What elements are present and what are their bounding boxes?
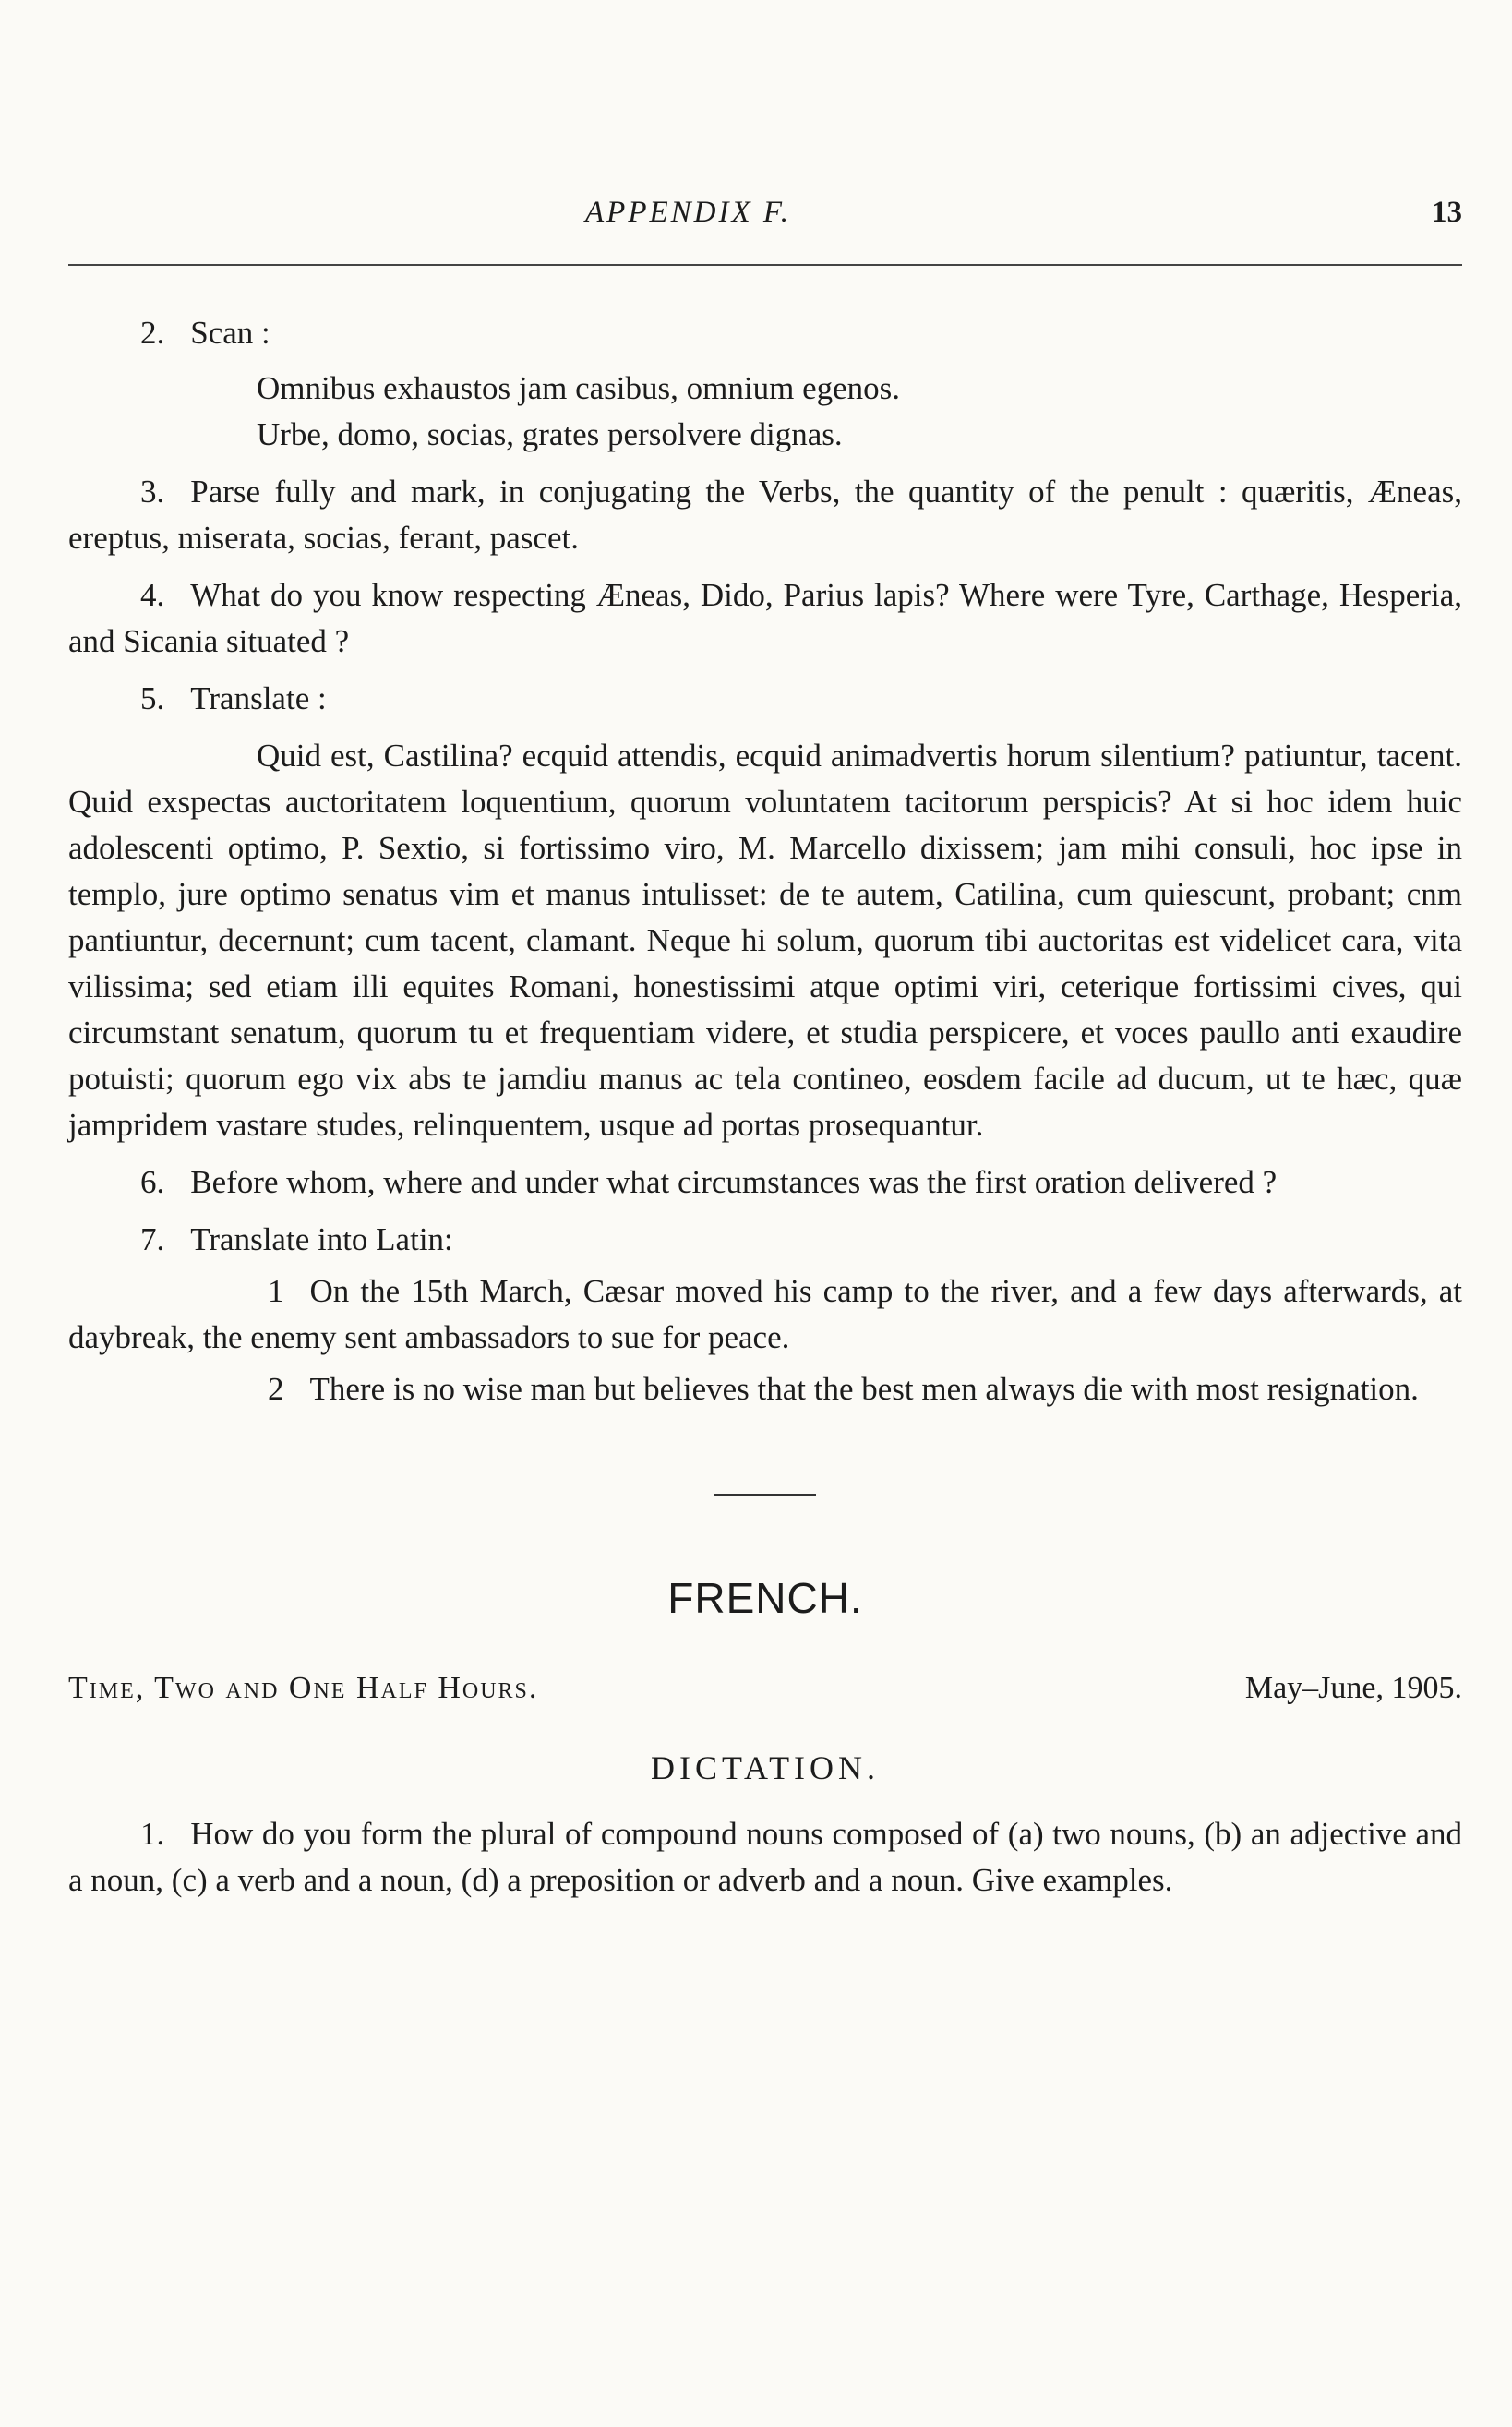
question-number: 5. <box>140 680 165 716</box>
question-5 <box>140 676 1462 722</box>
question-text: Parse fully and mark, in conjugating the Verbs, the quantity of the penult : quæritis, Æneas, ereptus, miserata, socias, ferant, pascet. <box>68 474 1462 556</box>
item-text: On the 15th March, Cæsar moved his camp to the river, and a few days afterwards, at daybreak, the enemy sent ambassadors to sue for peace. <box>68 1273 1462 1355</box>
exam-info-row <box>68 1665 1462 1712</box>
translation-item <box>68 1268 1462 1361</box>
section-title: FRENCH. <box>667 1574 863 1622</box>
item-text: There is no wise man but believes that the best men always die with most resignation. <box>309 1371 1419 1407</box>
question-text: How do you form the plural of compound nouns composed of (a) two nouns, (b) an adjective and a noun, (c) a verb and a noun, (d) a preposition or adverb and a noun. Give examples. <box>68 1816 1462 1898</box>
question-4 <box>68 572 1462 665</box>
question-number: 6. <box>140 1164 165 1200</box>
question-7 <box>140 1217 1462 1263</box>
question-label: Scan : <box>190 315 270 351</box>
question-label: Translate : <box>190 680 327 716</box>
question-label: Translate into Latin: <box>190 1221 453 1257</box>
question-number: 4. <box>140 577 165 613</box>
translation-item <box>68 1366 1462 1412</box>
verse-line: Urbe, domo, socias, grates persolvere dignas. <box>257 416 843 452</box>
running-head <box>68 196 1462 242</box>
question-text: What do you know respecting Æneas, Dido, Parius lapis? Where were Tyre, Carthage, Hesperia, and Sicania situated ? <box>68 577 1462 659</box>
question-6 <box>68 1159 1462 1206</box>
question-number: 2. <box>140 315 165 351</box>
header-rule <box>68 264 1462 266</box>
exam-date: May–June, 1905. <box>1244 1671 1462 1705</box>
item-number: 1 <box>268 1273 284 1309</box>
header-title: APPENDIX F. <box>585 196 792 229</box>
french-question-1 <box>68 1811 1462 1904</box>
question-2 <box>140 310 1462 356</box>
question-number: 7. <box>140 1221 165 1257</box>
page-number: 13 <box>1432 196 1462 229</box>
exam-time: Time, Two and One Half Hours. <box>68 1671 539 1705</box>
page-content <box>68 310 1462 1904</box>
question-number: 1. <box>140 1816 165 1852</box>
question-text: Before whom, where and under what circumstances was the first oration delivered ? <box>190 1164 1278 1200</box>
item-number: 2 <box>268 1371 284 1407</box>
page <box>68 0 1462 2427</box>
subsection-title: DICTATION. <box>650 1749 881 1786</box>
question-3 <box>68 469 1462 561</box>
latin-passage: Quid est, Castilina? ecquid attendis, ecquid animadvertis horum silentium? patiuntur, tacent. Quid exspectas auctoritatem loquentium, quorum voluntatem tacitorum perspicis? At si hoc idem huic adolescenti optimo, P. Sextio, si fortissimo viro, M. Marcello dixissem; jam mihi consuli, hoc ipse in templo, jure optimo senatus vim et manus intulisset: de te autem, Catilina, cum quiescunt, probant; cnm pantiuntur, decernunt; cum tacent, clamant. Neque hi solum, quorum tibi auctoritas est videlicet cara, vita vilissima; sed etiam illi equites Romani, honestissimi atque optimi viri, ceterique fortissimi cives, qui circumstant senatum, quorum tu et frequentiam videre, et studia perspicere, et voces paullo anti exaudire potuisti; quorum ego vix abs te jamdiu manus ac tela contineo, eosdem facile ad ducum, ut te hæc, quæ jampridem vastare studes, relinquentem, usque ad portas prosequantur. <box>68 738 1462 1143</box>
verse-line: Omnibus exhaustos jam casibus, omnium egenos. <box>257 370 901 406</box>
question-number: 3. <box>140 474 165 510</box>
section-divider <box>714 1494 816 1496</box>
